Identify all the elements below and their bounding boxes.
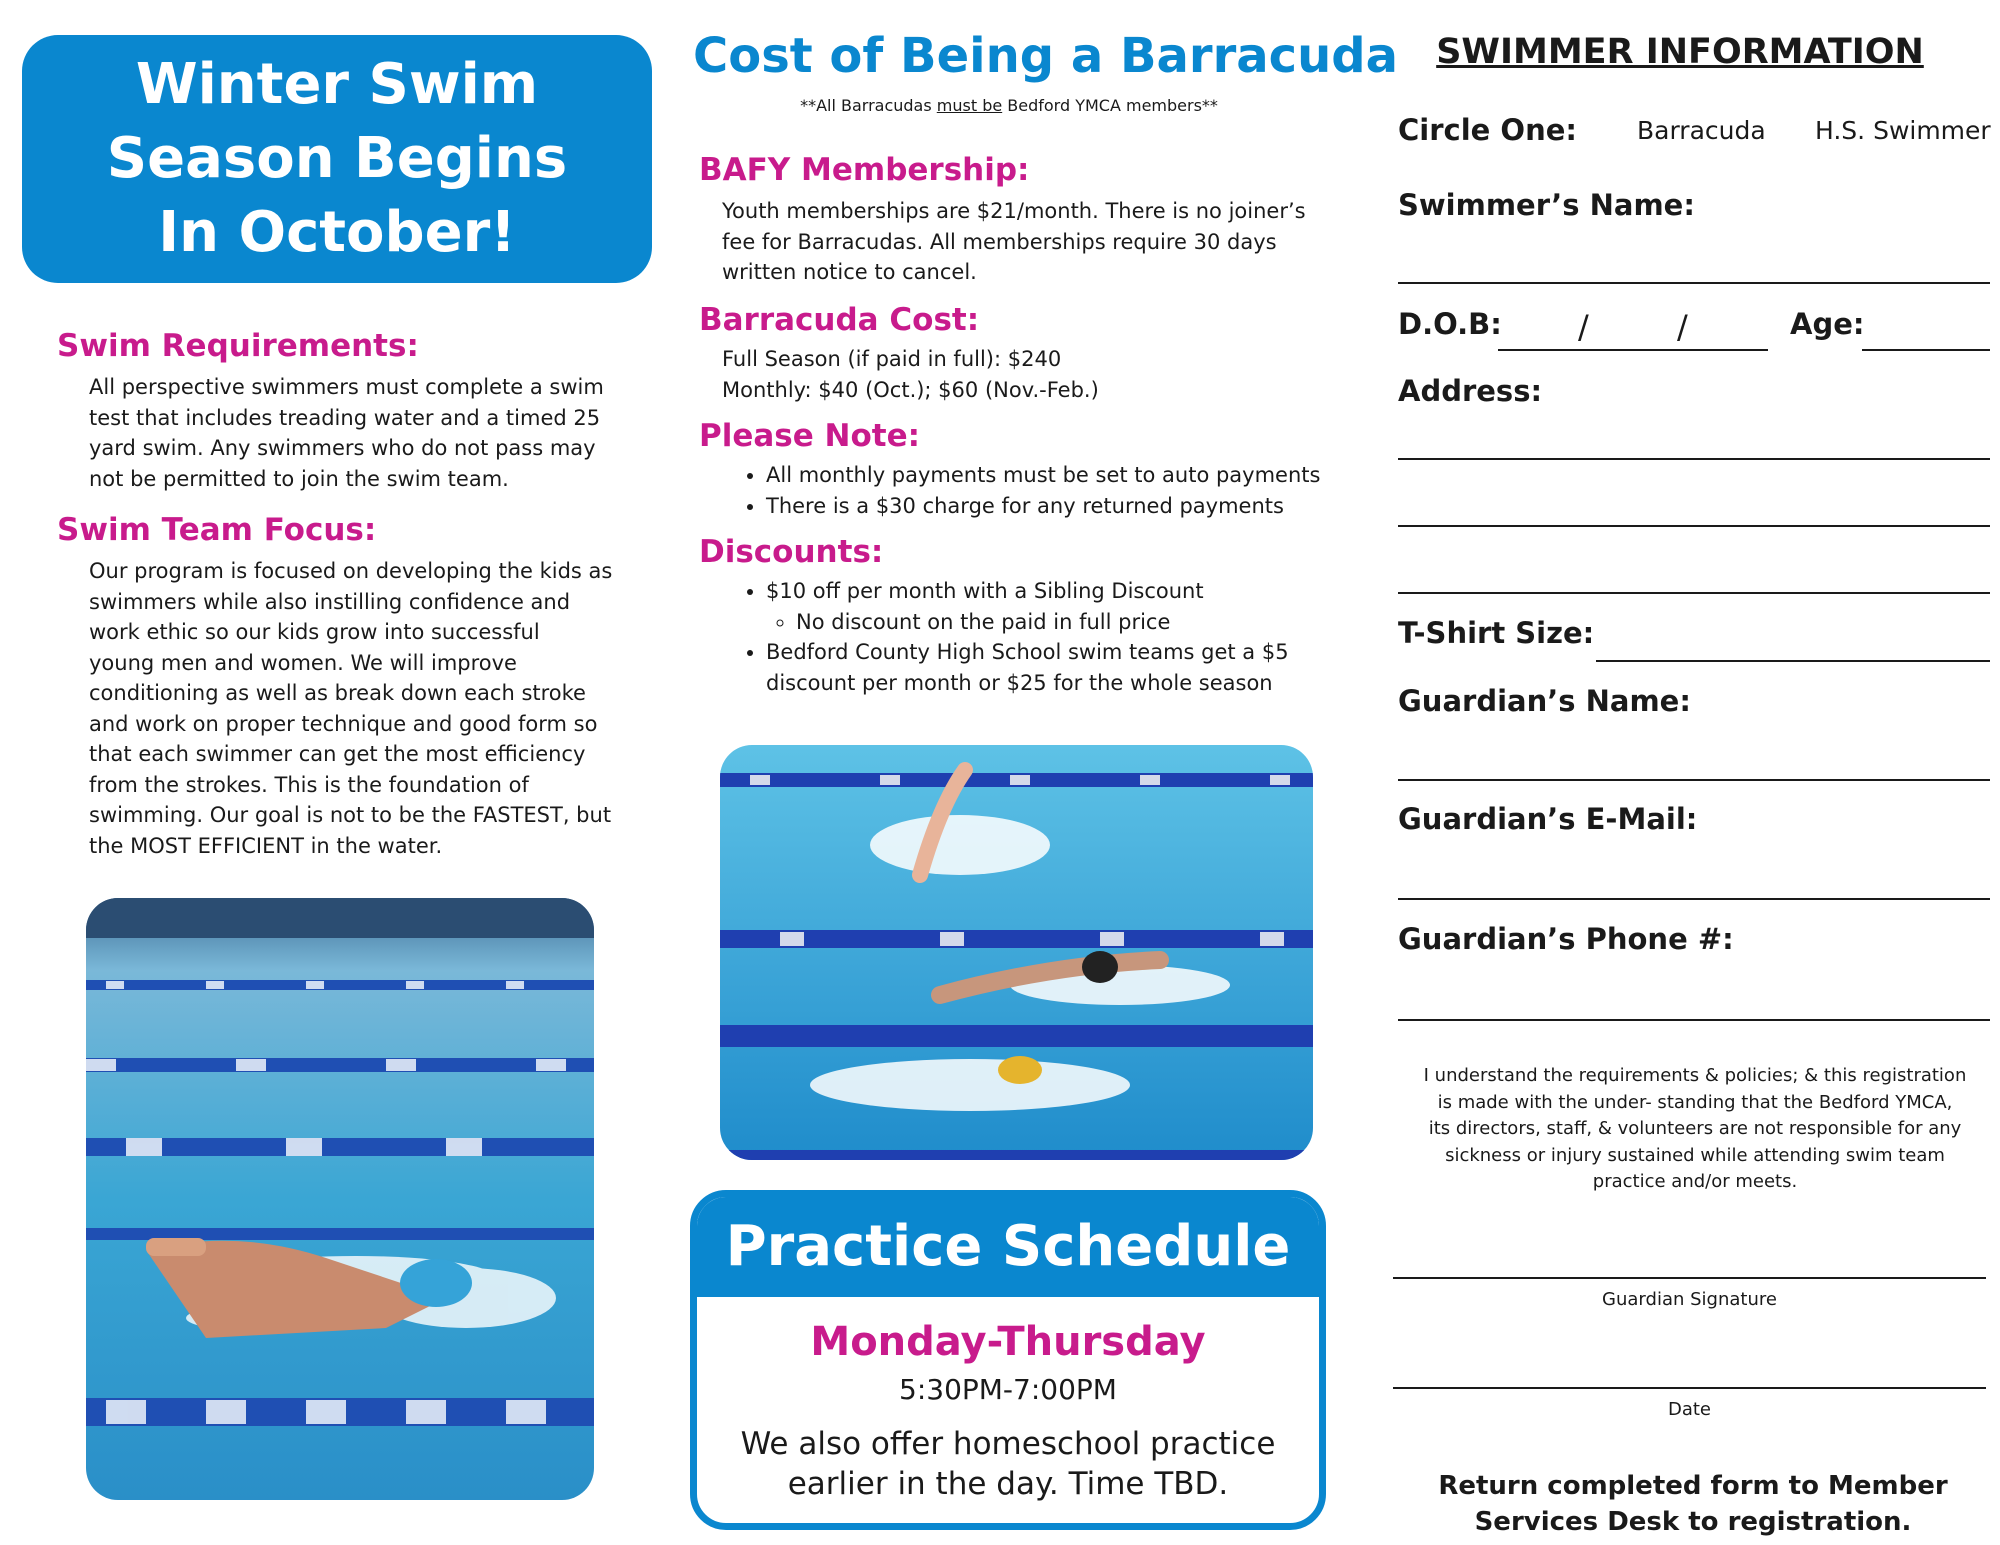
bafy-membership-heading: BAFY Membership: (699, 152, 1030, 188)
swim-team-focus-heading: Swim Team Focus: (57, 512, 377, 548)
text-line: from the strokes. This is the foundation of (89, 772, 529, 797)
please-note-list (732, 460, 1332, 521)
text-line: is made with the under- standing that the Bedford YMCA, (1437, 1091, 1953, 1113)
text-line: We also offer homeschool practice (740, 1426, 1276, 1462)
guardian-phone-field[interactable] (1398, 1019, 1990, 1021)
address-field-line-3[interactable] (1398, 592, 1990, 594)
note-underlined: must be (936, 96, 1003, 115)
text-line: Our program is focused on developing the kids as (89, 559, 613, 583)
pool-photo-graphic (720, 745, 1313, 1160)
option-barracuda[interactable]: Barracuda (1637, 116, 1766, 145)
practice-schedule-box (690, 1190, 1326, 1530)
barracuda-cost-heading: Barracuda Cost: (699, 302, 980, 338)
address-field-line-2[interactable] (1398, 525, 1990, 527)
cost-title: Cost of Being a Barracuda (693, 28, 1399, 84)
discount-text: Bedford County High School swim teams get a $5 (766, 640, 1289, 664)
pool-photo-graphic (86, 898, 594, 1500)
banner-line-2: Season Begins (106, 126, 568, 191)
practice-time: 5:30PM-7:00PM (899, 1373, 1117, 1406)
address-field-line-1[interactable] (1398, 458, 1990, 460)
form-title: SWIMMER INFORMATION (1436, 32, 1924, 72)
guardian-email-label: Guardian’s E-Mail: (1398, 802, 1698, 836)
text-line: I understand the requirements & policies; & this registration (1423, 1065, 1967, 1086)
guardian-signature-field[interactable] (1393, 1277, 1986, 1279)
text-line: written notice to cancel. (722, 260, 977, 284)
list-item: • All monthly payments must be set to auto payments (766, 460, 1332, 491)
discounts-heading: Discounts: (699, 534, 884, 570)
text-line: swimming. Our goal is not to be the FASTEST, but (89, 803, 612, 827)
text-line: that each swimmer can get the most efficiency (89, 742, 586, 766)
text-line: yard swim. Any swimmers who do not pass may (89, 436, 596, 460)
date-field[interactable] (1393, 1387, 1986, 1389)
text-line: work ethic so our kids grow into successful (89, 620, 540, 644)
dob-field[interactable] (1498, 349, 1768, 351)
text-line: sickness or injury sustained while attending swim team (1445, 1144, 1945, 1166)
membership-note (693, 96, 1325, 115)
swimmer-name-label: Swimmer’s Name: (1398, 188, 1695, 222)
dob-separator: / (1677, 308, 1688, 346)
season-banner (22, 35, 652, 283)
address-label: Address: (1398, 374, 1543, 408)
sub-list-item: ◦ No discount on the paid in full price (796, 607, 1332, 638)
swim-requirements-heading: Swim Requirements: (57, 328, 419, 364)
text-line: Services Desk to registration. (1474, 1507, 1912, 1537)
practice-schedule-title: Practice Schedule (697, 1197, 1319, 1297)
tshirt-size-field[interactable] (1596, 660, 1990, 662)
homeschool-note (697, 1424, 1319, 1504)
text-line: swimmers while also instilling confidence and (89, 589, 571, 614)
guardian-email-field[interactable] (1398, 898, 1990, 900)
date-label: Date (1667, 1399, 1712, 1420)
note-text: Bedford YMCA members** (1002, 96, 1218, 115)
option-hs-swimmer[interactable]: H.S. Swimmer (1815, 116, 1991, 145)
text-line: test that includes treading water and a timed 25 (89, 405, 601, 430)
dob-label: D.O.B: (1398, 307, 1502, 341)
guardian-signature-label: Guardian Signature (1602, 1289, 1777, 1310)
text-line: conditioning as well as break down each stroke (89, 681, 586, 705)
practice-days: Monday-Thursday (810, 1319, 1206, 1365)
text-line: Monthly: $40 (Oct.); $60 (Nov.-Feb.) (722, 377, 1099, 402)
banner-line-1: Winter Swim (135, 52, 539, 117)
text-line: its directors, staff, & volunteers are not responsible for any (1428, 1118, 1962, 1139)
guardian-name-label: Guardian’s Name: (1398, 684, 1691, 718)
discount-text: $10 off per month with a Sibling Discount (766, 579, 1204, 603)
swimmer-name-field[interactable] (1398, 282, 1990, 284)
freestyle-swimmer-photo (86, 898, 594, 1500)
tshirt-size-label: T-Shirt Size: (1398, 616, 1595, 650)
discount-text: discount per month or $25 for the whole season (766, 670, 1273, 695)
text-line: the MOST EFFICIENT in the water. (89, 833, 443, 858)
guardian-phone-label: Guardian’s Phone #: (1398, 922, 1734, 956)
text-line: earlier in the day. Time TBD. (787, 1466, 1229, 1502)
discounts-list (732, 576, 1332, 698)
barracuda-cost-text (722, 344, 1322, 405)
banner-line-3: In October! (158, 200, 516, 265)
text-line: Full Season (if paid in full): $240 (722, 347, 1062, 371)
text-line: young men and women. We will improve (89, 650, 517, 675)
list-item (766, 637, 1332, 698)
text-line: and work on proper technique and good form so (89, 711, 598, 736)
circle-one-label: Circle One: (1398, 113, 1577, 147)
bafy-membership-text (722, 196, 1322, 288)
swim-team-focus-text (89, 556, 669, 861)
text-line: practice and/or meets. (1592, 1171, 1798, 1192)
guardian-name-field[interactable] (1398, 779, 1990, 781)
age-label: Age: (1790, 307, 1865, 341)
text-line: fee for Barracudas. All memberships require 30 days (722, 229, 1277, 254)
waiver-text (1390, 1063, 2000, 1196)
return-instructions (1393, 1468, 1993, 1540)
text-line: not be permitted to join the swim team. (89, 466, 509, 491)
note-text: **All Barracudas (800, 96, 937, 115)
please-note-heading: Please Note: (699, 418, 921, 454)
text-line: Return completed form to Member (1438, 1471, 1948, 1501)
age-field[interactable] (1862, 349, 1990, 351)
list-item: • There is a $30 charge for any returned payments (766, 491, 1332, 522)
list-item (766, 576, 1332, 637)
backstroke-swimmers-photo (720, 745, 1313, 1160)
swim-requirements-text (89, 372, 649, 494)
text-line: Youth memberships are $21/month. There is no joiner’s (722, 199, 1306, 223)
dob-separator: / (1578, 308, 1589, 346)
text-line: All perspective swimmers must complete a swim (89, 375, 604, 399)
